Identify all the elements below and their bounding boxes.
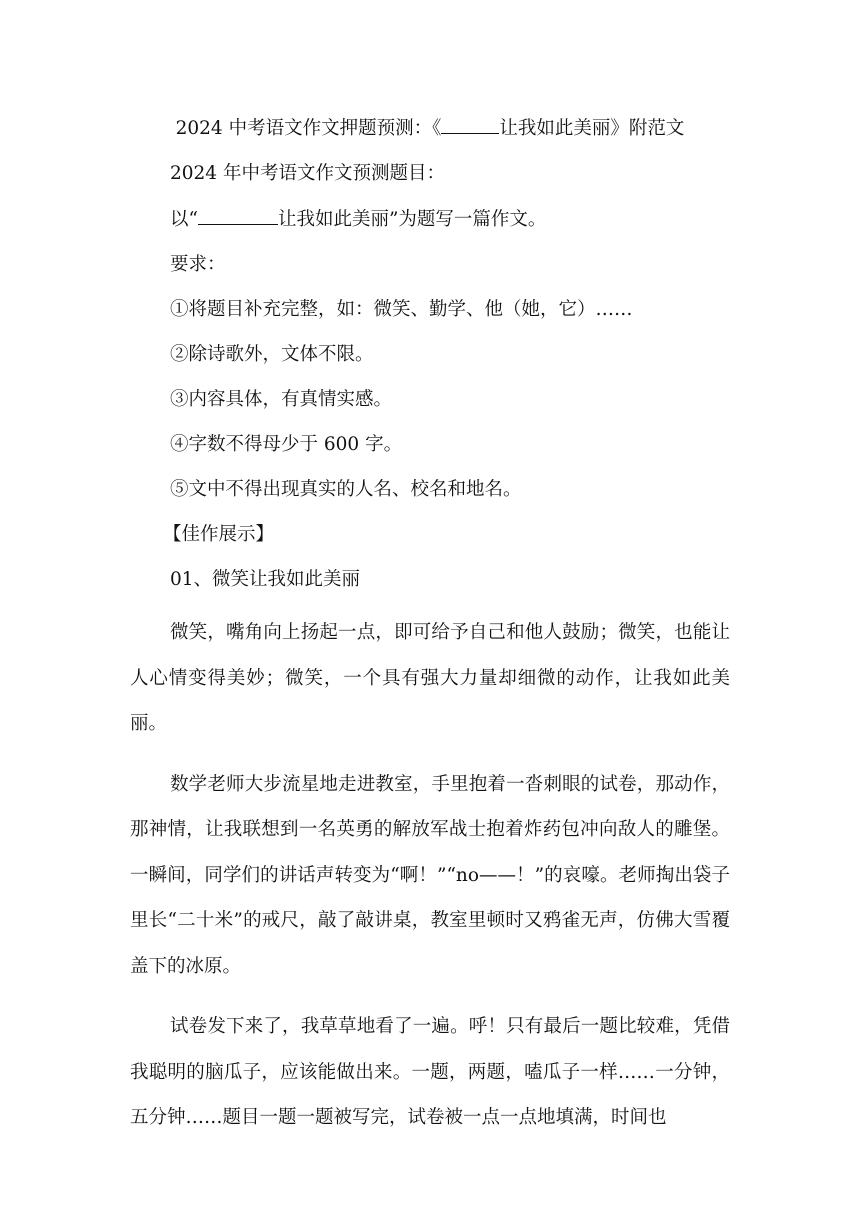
showcase-label: 【佳作展示】 — [163, 524, 275, 545]
requirement-item-3: ③内容具体，有真情实感。 — [170, 389, 393, 410]
title-suffix: 让我如此美丽》附范文 — [499, 118, 685, 139]
title-prefix: 2024 中考语文作文押题预测：《 — [175, 118, 442, 139]
prompt-heading: 2024 年中考语文作文预测题目： — [170, 163, 445, 184]
prompt-line — [130, 204, 730, 235]
essay-paragraph-2: 数学老师大步流星地走进教室，手里抱着一沓刺眼的试卷，那动作，那神情，让我联想到一名英勇的解放军战士抱着炸药包冲向敌人的雕堡。一瞬间，同学们的讲话声转变为“啊！”“no——！”的哀嚎。老师掏出袋子里长“二十米”的戒尺，敲了敲讲桌，教室里顿时又鸦雀无声，仿佛大雪覆盖下的冰原。 — [130, 773, 730, 977]
requirements-label: 要求： — [170, 254, 226, 275]
essay-paragraph-3: 试卷发下来了，我草草地看了一遍。呼！只有最后一题比较难，凭借我聪明的脑瓜子，应该能做出来。一题，两题，嗑瓜子一样……一分钟，五分钟……题目一题一题被写完，试卷被一点一点地填满，时间也 — [130, 1016, 730, 1128]
requirement-item-5: ⑤文中不得出现真实的人名、校名和地名。 — [170, 479, 522, 500]
requirement-item-4: ④字数不得母少于 600 字。 — [170, 434, 403, 455]
prompt-blank — [198, 204, 278, 225]
title-blank — [441, 113, 499, 134]
prompt-prefix: 以“ — [170, 209, 198, 230]
requirement-item-2: ②除诗歌外，文体不限。 — [170, 344, 374, 365]
requirement-item-1: ①将题目补充完整，如：微笑、勤学、他（她，它）…… — [170, 299, 633, 320]
prompt-suffix: 让我如此美丽”为题写一篇作文。 — [277, 209, 547, 230]
document-title — [130, 113, 730, 144]
essay-paragraph-1: 微笑，嘴角向上扬起一点，即可给予自己和他人鼓励；微笑，也能让人心情变得美妙；微笑，一个具有强大力量却细微的动作，让我如此美丽。 — [130, 622, 730, 734]
essay-title: 01、微笑让我如此美丽 — [170, 569, 361, 590]
